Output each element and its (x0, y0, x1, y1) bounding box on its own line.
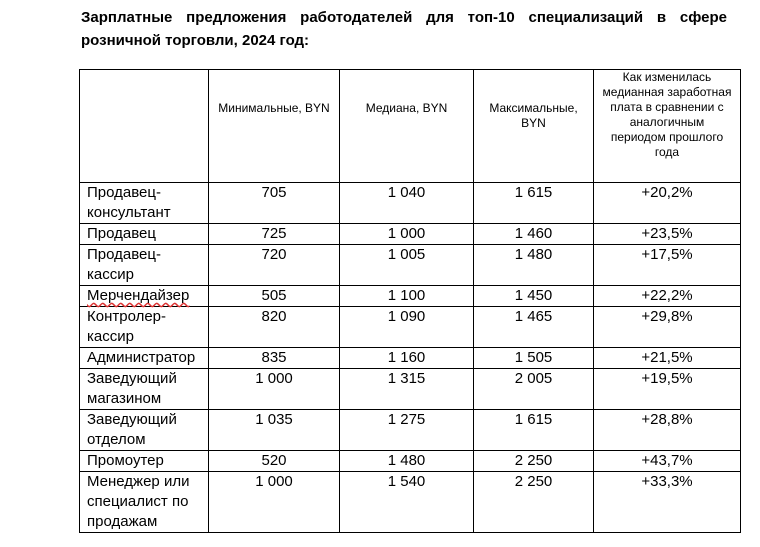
cell-change: +21,5% (594, 348, 741, 369)
table-row (80, 348, 741, 369)
cell-max: 2 250 (474, 451, 594, 472)
header-change: Как изменилась медианная заработная плата в сравнении с аналогичным периодом прошлого года (594, 70, 741, 183)
header-median: Медиана, BYN (340, 70, 474, 183)
table-row (80, 472, 741, 533)
cell-change: +20,2% (594, 183, 741, 224)
cell-specialization: Заведующий отделом (80, 410, 209, 451)
cell-change: +19,5% (594, 369, 741, 410)
header-max: Максимальные, BYN (474, 70, 594, 183)
cell-specialization: Администратор (80, 348, 209, 369)
cell-median: 1 160 (340, 348, 474, 369)
cell-median: 1 090 (340, 307, 474, 348)
cell-min: 820 (209, 307, 340, 348)
table-row (80, 245, 741, 286)
cell-max: 2 250 (474, 472, 594, 533)
cell-specialization: Продавец-консультант (80, 183, 209, 224)
cell-specialization (80, 286, 209, 307)
cell-change: +23,5% (594, 224, 741, 245)
header-specialization (80, 70, 209, 183)
cell-min: 705 (209, 183, 340, 224)
table-row (80, 451, 741, 472)
cell-specialization: Продавец-кассир (80, 245, 209, 286)
cell-median: 1 480 (340, 451, 474, 472)
table-row (80, 307, 741, 348)
cell-max: 1 615 (474, 183, 594, 224)
cell-median: 1 000 (340, 224, 474, 245)
cell-specialization: Заведующий магазином (80, 369, 209, 410)
cell-min: 1 000 (209, 369, 340, 410)
cell-change: +43,7% (594, 451, 741, 472)
cell-change: +28,8% (594, 410, 741, 451)
cell-min: 725 (209, 224, 340, 245)
cell-max: 2 005 (474, 369, 594, 410)
table-body (80, 183, 741, 533)
cell-change: +29,8% (594, 307, 741, 348)
salary-table (79, 69, 741, 533)
cell-change: +17,5% (594, 245, 741, 286)
table-row (80, 286, 741, 307)
cell-max: 1 480 (474, 245, 594, 286)
cell-median: 1 315 (340, 369, 474, 410)
cell-min: 720 (209, 245, 340, 286)
cell-specialization: Контролер-кассир (80, 307, 209, 348)
cell-change: +22,2% (594, 286, 741, 307)
cell-min: 1 035 (209, 410, 340, 451)
cell-specialization: Промоутер (80, 451, 209, 472)
cell-max: 1 615 (474, 410, 594, 451)
table-header-row (80, 70, 741, 183)
spellcheck-underlined-text: Мерчендайзер (87, 287, 190, 304)
table-row (80, 410, 741, 451)
cell-median: 1 540 (340, 472, 474, 533)
header-min: Минимальные, BYN (209, 70, 340, 183)
cell-min: 505 (209, 286, 340, 307)
cell-median: 1 100 (340, 286, 474, 307)
cell-specialization: Продавец (80, 224, 209, 245)
cell-max: 1 460 (474, 224, 594, 245)
document-title: Зарплатные предложения работодателей для топ-10 специализаций в сфере розничной торговли, 2024 год: (81, 9, 727, 49)
cell-median: 1 275 (340, 410, 474, 451)
cell-median: 1 040 (340, 183, 474, 224)
cell-min: 1 000 (209, 472, 340, 533)
cell-min: 835 (209, 348, 340, 369)
table-row (80, 183, 741, 224)
cell-median: 1 005 (340, 245, 474, 286)
table-row (80, 369, 741, 410)
cell-max: 1 505 (474, 348, 594, 369)
table-row (80, 224, 741, 245)
cell-max: 1 450 (474, 286, 594, 307)
cell-max: 1 465 (474, 307, 594, 348)
cell-specialization: Менеджер или специалист по продажам (80, 472, 209, 533)
cell-min: 520 (209, 451, 340, 472)
cell-change: +33,3% (594, 472, 741, 533)
